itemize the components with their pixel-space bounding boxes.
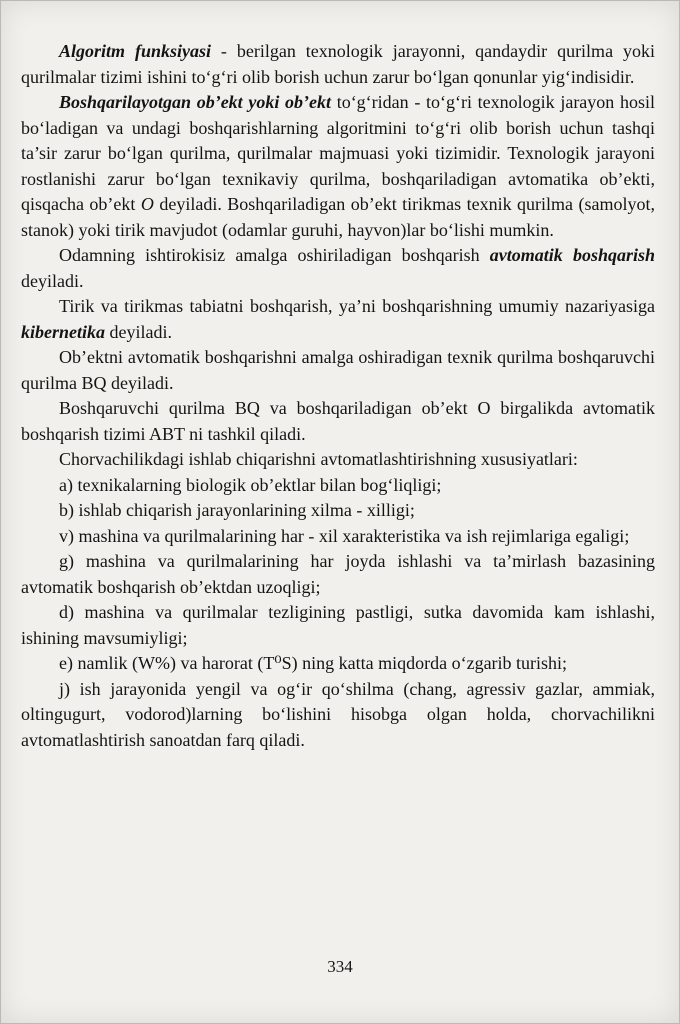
text-run: toʻgʻridan - toʻgʻri texnologik jarayon hosil boʻladigan va undagi boshqarishlarning algoritmini toʻgʻri olib borish uchun tashqi ta’sir zarur boʻlgan qurilma, qurilmalar majmuasi yoki tizimidir. Texnologik jarayoni rostlanishi zarur boʻlgan texnikaviy qurilma, boshqariladigan avtomatika ob’ekti, qisqacha ob’ekt [21,92,655,214]
term-bold-italic: Boshqarilayotgan ob’ekt yoki ob’ekt [59,92,332,112]
text-run: g) mashina va qurilmalarining har joyda ishlashi va ta’mirlash bazasining avtomatik boshqarish ob’ektdan uzoqligi; [21,551,655,597]
paragraph [21,90,655,243]
text-run: Chorvachilikdagi ishlab chiqarishni avtomatlashtirishning xususiyatlari: [59,449,578,469]
text-run: d) mashina va qurilmalar tezligining pastligi, sutka davomida kam ishlashi, ishining mavsumiyligi; [21,602,655,648]
list-item-e [21,651,655,677]
list-item-v [21,524,655,550]
term-bold-italic: avtomatik boshqarish [489,245,655,265]
text-run: b) ishlab chiqarish jarayonlarining xilma - xilligi; [59,500,415,520]
text-run: Boshqaruvchi qurilma BQ va boshqariladigan ob’ekt O birgalikda avtomatik boshqarish tizimi ABT ni tashkil qiladi. [21,398,655,444]
list-item-a [21,473,655,499]
paragraph [21,447,655,473]
text-run: Odamning ishtirokisiz amalga oshiriladigan boshqarish [59,245,490,265]
text-run: - berilgan texnologik jarayonni, qandaydir qurilma yoki qurilmalar tizimi ishini toʻgʻri olib borish uchun zarur boʻlgan qonunlar yigʻindisidir. [21,41,655,87]
text-run: v) mashina va qurilmalarining har - xil xarakteristika va ish rejimlariga egaligi; [59,525,630,546]
text-run: Ob’ektni avtomatik boshqarishni amalga oshiradigan texnik qurilma boshqaruvchi qurilma BQ deyiladi. [21,347,655,393]
page-content [1,1,679,753]
paragraph [21,396,655,447]
term-bold-italic: Algoritm funksiyasi [59,41,211,61]
list-item-b [21,498,655,524]
text-run: deyiladi. [105,321,172,342]
list-item-j [21,677,655,754]
paragraph [21,243,655,294]
paragraph [21,345,655,396]
text-run: a) texnikalarning biologik ob’ektlar bilan bogʻliqligi; [59,474,442,495]
text-run: e) namlik (W%) va harorat (T⁰S) ning katta miqdorda oʻzgarib turishi; [59,653,568,673]
paragraph [21,39,655,90]
list-item-d [21,600,655,651]
term-italic: O [140,194,154,214]
text-run: deyiladi. [21,270,84,291]
paragraph [21,294,655,345]
text-run: Tirik va tirikmas tabiatni boshqarish, ya’ni boshqarishning umumiy nazariyasiga [59,296,655,316]
term-bold-italic: kibernetika [21,321,105,342]
list-item-g [21,549,655,600]
text-run: j) ish jarayonida yengil va ogʻir qoʻshilma (chang, agressiv gazlar, ammiak, oltingugurt, vodorod)larning boʻlishini hisobga olgan holda, chorvachilikni avtomatlashtirish sanoatdan farq qiladi. [21,678,655,750]
page-number: 334 [327,957,353,976]
text-run: deyiladi. Boshqariladigan ob’ekt tirikmas texnik qurilma (samolyot, stanok) yoki tirik mavjudot (odamlar guruhi, hayvon)lar boʻlishi mumkin. [21,194,655,240]
